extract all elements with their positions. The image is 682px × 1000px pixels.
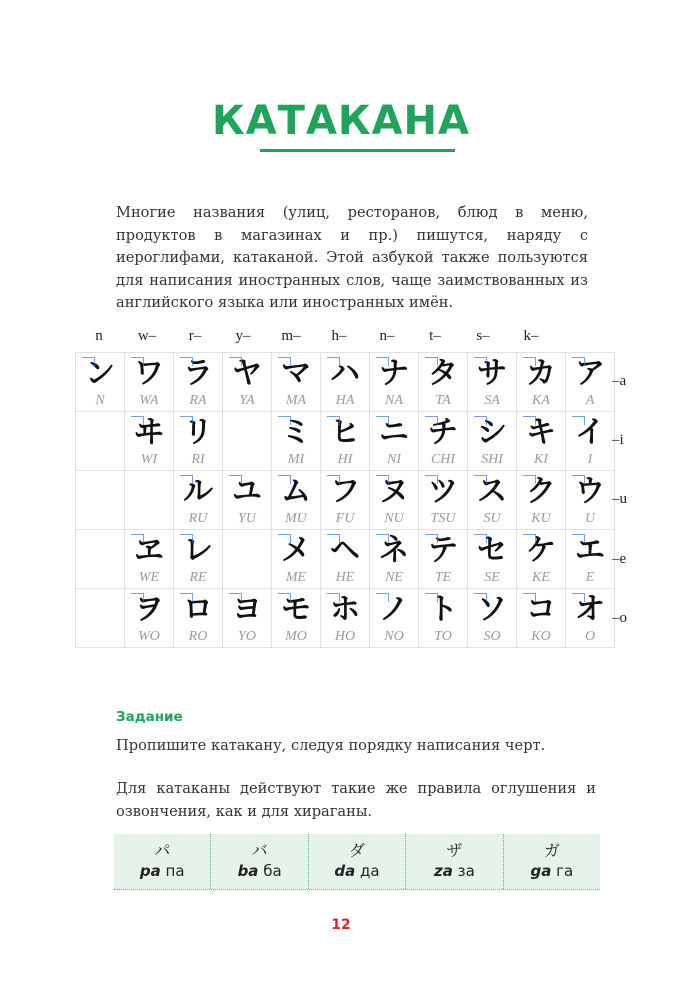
katakana-character: ナ bbox=[379, 356, 409, 391]
romaji-label: HE bbox=[335, 570, 355, 585]
stroke-order-arrow-icon bbox=[82, 357, 95, 366]
stroke-order-arrow-icon bbox=[376, 475, 389, 484]
katakana-cell bbox=[517, 589, 566, 648]
romaji-label: HI bbox=[337, 452, 353, 467]
stroke-order-arrow-icon bbox=[131, 593, 144, 602]
latin-reading: pa bbox=[139, 862, 161, 880]
romaji-label: NU bbox=[384, 511, 404, 526]
stroke-order-arrow-icon bbox=[278, 416, 291, 425]
katakana-character: ア bbox=[575, 356, 605, 391]
katakana-character: レ bbox=[183, 533, 213, 568]
column-header: n bbox=[95, 328, 103, 344]
katakana-cell bbox=[419, 412, 468, 471]
romaji-label: MI bbox=[287, 452, 305, 467]
katakana-character: ヌ bbox=[379, 474, 409, 509]
romaji-label: NI bbox=[387, 452, 401, 467]
katakana-character: サ bbox=[477, 356, 507, 391]
romaji-label: O bbox=[584, 629, 596, 644]
katakana-cell bbox=[76, 471, 125, 530]
stroke-order-arrow-icon bbox=[180, 475, 193, 484]
katakana-cell bbox=[223, 589, 272, 648]
stroke-order-arrow-icon bbox=[523, 357, 536, 366]
column-header: w– bbox=[137, 328, 157, 344]
stroke-order-arrow-icon bbox=[474, 593, 487, 602]
romaji-label: A bbox=[585, 393, 595, 408]
katakana-character: マ bbox=[281, 356, 311, 391]
romaji-label: HA bbox=[335, 393, 355, 408]
stroke-order-arrow-icon bbox=[229, 357, 242, 366]
katakana-cell bbox=[321, 353, 370, 412]
katakana-cell bbox=[125, 589, 174, 648]
romaji-label: NE bbox=[385, 570, 403, 585]
romaji-label: SO bbox=[483, 629, 501, 644]
katakana-cell bbox=[174, 471, 223, 530]
stroke-order-arrow-icon bbox=[376, 357, 389, 366]
column-header: h– bbox=[331, 328, 347, 344]
romaji-label: SU bbox=[483, 511, 501, 526]
title-underline bbox=[260, 149, 455, 152]
cyrillic-reading: ба bbox=[263, 862, 282, 880]
katakana-cell bbox=[321, 589, 370, 648]
katakana-cell bbox=[125, 530, 174, 589]
column-header: y– bbox=[235, 328, 251, 344]
katakana-cell bbox=[76, 530, 125, 589]
romaji-label: RA bbox=[189, 393, 207, 408]
stroke-order-arrow-icon bbox=[572, 357, 585, 366]
romaji-label: HO bbox=[334, 629, 356, 644]
katakana-cell bbox=[370, 530, 419, 589]
row-labels bbox=[608, 352, 638, 648]
romaji-label: TE bbox=[434, 570, 452, 585]
romaji-label: RE bbox=[189, 570, 207, 585]
voiced-reading bbox=[406, 861, 502, 881]
katakana-cell bbox=[223, 412, 272, 471]
stroke-order-arrow-icon bbox=[278, 534, 291, 543]
katakana-cell bbox=[174, 353, 223, 412]
stroke-order-arrow-icon bbox=[376, 593, 389, 602]
katakana-character: キ bbox=[526, 415, 556, 450]
romaji-label: RO bbox=[188, 629, 208, 644]
katakana-character: ハ bbox=[330, 356, 360, 391]
katakana-character: ロ bbox=[183, 592, 213, 627]
katakana-character: モ bbox=[281, 592, 311, 627]
romaji-label: CHI bbox=[430, 452, 456, 467]
stroke-order-arrow-icon bbox=[229, 475, 242, 484]
romaji-label: MO bbox=[285, 629, 307, 644]
stroke-order-arrow-icon bbox=[425, 416, 438, 425]
katakana-row bbox=[76, 589, 615, 648]
katakana-character: ソ bbox=[477, 592, 507, 627]
stroke-order-arrow-icon bbox=[180, 416, 193, 425]
latin-reading: za bbox=[434, 862, 453, 880]
stroke-order-arrow-icon bbox=[523, 534, 536, 543]
voiced-kana: ガ bbox=[543, 841, 560, 860]
voiced-kana: パ bbox=[154, 841, 171, 860]
voiced-reading bbox=[211, 861, 307, 881]
stroke-order-arrow-icon bbox=[572, 593, 585, 602]
intro-paragraph: Многие названия (улиц, ресторанов, блюд в меню, продуктов в магазинах и пр.) пишутся, наряду с иероглифами, катаканой. Этой азбукой также пользуются для написания иностранных слов, чаще заимствованных из английского языка или иностранных имён. bbox=[116, 204, 588, 311]
romaji-label: KI bbox=[534, 452, 548, 467]
romaji-label: RU bbox=[188, 511, 208, 526]
romaji-label: NA bbox=[385, 393, 403, 408]
stroke-order-arrow-icon bbox=[425, 593, 438, 602]
katakana-cell bbox=[370, 353, 419, 412]
stroke-order-arrow-icon bbox=[180, 357, 193, 366]
katakana-character: ユ bbox=[232, 474, 262, 509]
katakana-character: メ bbox=[281, 533, 311, 568]
voiced-kana: ダ bbox=[349, 841, 366, 860]
katakana-character: ウ bbox=[575, 474, 605, 509]
romaji-label: WI bbox=[140, 452, 158, 467]
katakana-table bbox=[75, 352, 615, 648]
katakana-character: コ bbox=[526, 592, 556, 627]
stroke-order-arrow-icon bbox=[474, 534, 487, 543]
task-instruction: Пропишите катакану, следуя порядку написания черт. bbox=[116, 737, 546, 754]
katakana-cell bbox=[272, 589, 321, 648]
stroke-order-arrow-icon bbox=[327, 593, 340, 602]
katakana-character: エ bbox=[575, 533, 605, 568]
katakana-cell bbox=[419, 530, 468, 589]
katakana-character: チ bbox=[428, 415, 458, 450]
katakana-character: ヒ bbox=[330, 415, 360, 450]
katakana-cell bbox=[223, 353, 272, 412]
voiced-reading bbox=[309, 861, 405, 881]
row-label: –i bbox=[612, 432, 624, 449]
row-label: –a bbox=[612, 373, 627, 389]
katakana-character: ス bbox=[477, 474, 507, 509]
romaji-label: N bbox=[95, 393, 105, 408]
column-header: n– bbox=[379, 328, 395, 344]
katakana-character: ツ bbox=[428, 474, 458, 509]
katakana-character: ク bbox=[526, 474, 556, 509]
stroke-order-arrow-icon bbox=[131, 357, 144, 366]
katakana-character: ネ bbox=[379, 533, 409, 568]
stroke-order-arrow-icon bbox=[131, 534, 144, 543]
stroke-order-arrow-icon bbox=[523, 416, 536, 425]
katakana-character: ヤ bbox=[232, 356, 262, 391]
cyrillic-reading: па bbox=[165, 862, 185, 880]
katakana-cell bbox=[468, 353, 517, 412]
romaji-label: KA bbox=[532, 393, 550, 408]
katakana-character: ミ bbox=[281, 415, 311, 450]
voiced-kana: ザ bbox=[446, 841, 463, 860]
katakana-cell bbox=[174, 589, 223, 648]
stroke-order-arrow-icon bbox=[327, 357, 340, 366]
katakana-cell bbox=[370, 471, 419, 530]
romaji-label: ME bbox=[285, 570, 307, 585]
stroke-order-arrow-icon bbox=[327, 475, 340, 484]
romaji-label: U bbox=[584, 511, 596, 526]
voiced-reading bbox=[114, 861, 210, 881]
romaji-label: YO bbox=[238, 629, 256, 644]
romaji-label: I bbox=[587, 452, 593, 467]
katakana-cell bbox=[370, 412, 419, 471]
katakana-cell bbox=[468, 530, 517, 589]
column-header bbox=[555, 328, 603, 345]
romaji-label: WO bbox=[138, 629, 160, 644]
katakana-cell bbox=[517, 412, 566, 471]
column-header: r– bbox=[188, 328, 202, 344]
katakana-character: セ bbox=[477, 533, 507, 568]
stroke-order-arrow-icon bbox=[229, 593, 242, 602]
task-heading: Задание bbox=[116, 709, 183, 725]
stroke-order-arrow-icon bbox=[425, 475, 438, 484]
romaji-label: YA bbox=[239, 393, 255, 408]
voiced-example-cell bbox=[309, 834, 406, 889]
katakana-row bbox=[76, 530, 615, 589]
romaji-label: WE bbox=[138, 570, 160, 585]
katakana-character: タ bbox=[428, 356, 458, 391]
stroke-order-arrow-icon bbox=[376, 416, 389, 425]
katakana-character: ヘ bbox=[330, 533, 360, 568]
romaji-label: MU bbox=[285, 511, 307, 526]
katakana-cell bbox=[174, 530, 223, 589]
romaji-label: KE bbox=[532, 570, 550, 585]
katakana-cell bbox=[321, 412, 370, 471]
romaji-label: MA bbox=[285, 393, 307, 408]
stroke-order-arrow-icon bbox=[572, 534, 585, 543]
katakana-cell bbox=[517, 471, 566, 530]
romaji-label: SE bbox=[484, 570, 500, 585]
stroke-order-arrow-icon bbox=[278, 593, 291, 602]
voiced-kana: バ bbox=[251, 841, 268, 860]
katakana-cell bbox=[517, 353, 566, 412]
stroke-order-arrow-icon bbox=[376, 534, 389, 543]
stroke-order-arrow-icon bbox=[425, 534, 438, 543]
latin-reading: ga bbox=[530, 862, 552, 880]
latin-reading: da bbox=[334, 862, 356, 880]
katakana-cell bbox=[174, 412, 223, 471]
katakana-row bbox=[76, 412, 615, 471]
katakana-character: ワ bbox=[134, 356, 164, 391]
stroke-order-arrow-icon bbox=[572, 416, 585, 425]
cyrillic-reading: за bbox=[457, 862, 475, 880]
voiced-examples-table bbox=[114, 834, 600, 890]
katakana-cell bbox=[272, 353, 321, 412]
katakana-cell bbox=[419, 353, 468, 412]
romaji-label: FU bbox=[335, 511, 355, 526]
romaji-label: YU bbox=[238, 511, 256, 526]
katakana-character: ト bbox=[428, 592, 458, 627]
romaji-label: RI bbox=[191, 452, 205, 467]
stroke-order-arrow-icon bbox=[278, 357, 291, 366]
katakana-cell bbox=[125, 353, 174, 412]
katakana-character: ラ bbox=[183, 356, 213, 391]
stroke-order-arrow-icon bbox=[523, 593, 536, 602]
romaji-label: SA bbox=[484, 393, 500, 408]
katakana-character: ヲ bbox=[134, 592, 164, 627]
katakana-character: ニ bbox=[379, 415, 409, 450]
katakana-cell bbox=[321, 471, 370, 530]
page-number: 12 bbox=[331, 917, 351, 933]
katakana-row bbox=[76, 353, 615, 412]
voiced-example-cell bbox=[114, 834, 211, 889]
row-label: –e bbox=[612, 550, 627, 567]
romaji-label: TO bbox=[434, 629, 452, 644]
stroke-order-arrow-icon bbox=[523, 475, 536, 484]
voiced-example-cell bbox=[406, 834, 503, 889]
katakana-cell bbox=[76, 589, 125, 648]
page-title: КАТАКАНА bbox=[212, 98, 470, 144]
stroke-order-arrow-icon bbox=[474, 416, 487, 425]
katakana-character: オ bbox=[575, 592, 605, 627]
katakana-character: ヰ bbox=[134, 415, 164, 450]
cyrillic-reading: да bbox=[360, 862, 380, 880]
katakana-cell bbox=[419, 589, 468, 648]
stroke-order-arrow-icon bbox=[572, 475, 585, 484]
romaji-label: KO bbox=[531, 629, 551, 644]
katakana-cell bbox=[517, 530, 566, 589]
katakana-character: イ bbox=[575, 415, 605, 450]
katakana-cell bbox=[468, 412, 517, 471]
katakana-row bbox=[76, 471, 615, 530]
katakana-character: ル bbox=[183, 474, 213, 509]
stroke-order-arrow-icon bbox=[327, 534, 340, 543]
voiced-example-cell bbox=[211, 834, 308, 889]
latin-reading: ba bbox=[237, 862, 259, 880]
katakana-cell bbox=[125, 412, 174, 471]
stroke-order-arrow-icon bbox=[180, 534, 193, 543]
stroke-order-arrow-icon bbox=[474, 357, 487, 366]
katakana-character: ホ bbox=[330, 592, 360, 627]
stroke-order-arrow-icon bbox=[180, 593, 193, 602]
katakana-character: テ bbox=[428, 533, 458, 568]
katakana-character: ム bbox=[281, 474, 311, 509]
katakana-character: シ bbox=[477, 415, 507, 450]
romaji-label: TA bbox=[435, 393, 451, 408]
column-headers bbox=[75, 328, 603, 345]
romaji-label: SHI bbox=[481, 452, 503, 467]
katakana-cell bbox=[272, 530, 321, 589]
katakana-character: ケ bbox=[526, 533, 556, 568]
katakana-cell bbox=[468, 471, 517, 530]
romaji-label: WA bbox=[139, 393, 159, 408]
stroke-order-arrow-icon bbox=[474, 475, 487, 484]
column-header: s– bbox=[476, 328, 490, 344]
katakana-cell bbox=[419, 471, 468, 530]
katakana-cell bbox=[272, 412, 321, 471]
voiced-example-cell bbox=[504, 834, 600, 889]
stroke-order-arrow-icon bbox=[278, 475, 291, 484]
katakana-cell bbox=[76, 412, 125, 471]
katakana-cell bbox=[321, 530, 370, 589]
katakana-character: ノ bbox=[379, 592, 409, 627]
stroke-order-arrow-icon bbox=[425, 357, 438, 366]
romaji-label: E bbox=[585, 570, 595, 585]
row-label: –u bbox=[612, 491, 627, 508]
stroke-order-arrow-icon bbox=[327, 416, 340, 425]
katakana-character: フ bbox=[330, 474, 360, 509]
katakana-character: カ bbox=[526, 356, 556, 391]
katakana-cell bbox=[223, 530, 272, 589]
column-header: k– bbox=[523, 328, 539, 344]
katakana-character: リ bbox=[183, 415, 213, 450]
katakana-cell bbox=[223, 471, 272, 530]
column-header: t– bbox=[429, 328, 441, 344]
romaji-label: TSU bbox=[430, 511, 456, 526]
cyrillic-reading: га bbox=[556, 862, 574, 880]
voicing-rule-text: Для катаканы действуют такие же правила оглушения и озвончения, как и для хираганы. bbox=[116, 780, 596, 820]
voiced-reading bbox=[504, 861, 600, 881]
katakana-character: ヱ bbox=[134, 533, 164, 568]
romaji-label: NO bbox=[384, 629, 404, 644]
katakana-cell bbox=[76, 353, 125, 412]
column-header: m– bbox=[281, 328, 301, 344]
katakana-cell bbox=[370, 589, 419, 648]
katakana-cell bbox=[272, 471, 321, 530]
katakana-character: ン bbox=[85, 356, 115, 391]
stroke-order-arrow-icon bbox=[131, 416, 144, 425]
romaji-label: KU bbox=[531, 511, 551, 526]
katakana-cell bbox=[468, 589, 517, 648]
katakana-character: ヨ bbox=[232, 592, 262, 627]
row-label: –o bbox=[612, 609, 627, 626]
katakana-cell bbox=[125, 471, 174, 530]
